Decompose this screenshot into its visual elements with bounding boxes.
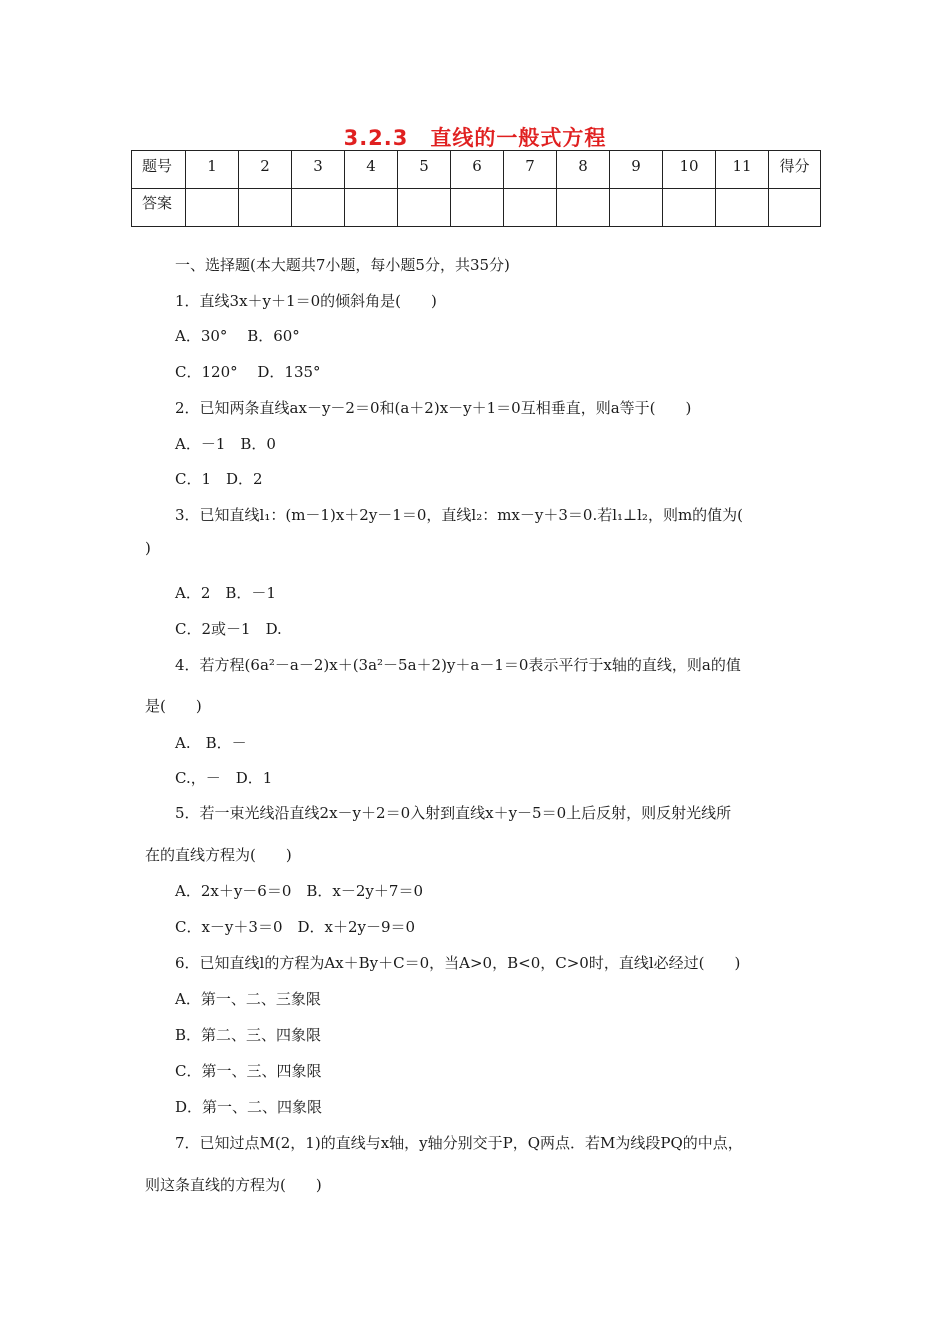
table-header-cell: 4 bbox=[345, 151, 398, 189]
text-line: 7．已知过点M(2，1)的直线与x轴，y轴分别交于P，Q两点．若M为线段PQ的中点， bbox=[175, 1134, 743, 1152]
table-header-cell: 8 bbox=[557, 151, 610, 189]
text-line: 4．若方程(6a²－a－2)x＋(3a²－5a＋2)y＋a－1＝0表示平行于x轴的直线，则a的值 bbox=[175, 656, 741, 674]
text-line: B．第二、三、四象限 bbox=[175, 1026, 322, 1044]
text-line: A．2 B．－1 bbox=[175, 584, 276, 602]
answer-label: 答案 bbox=[132, 189, 186, 227]
text-line: 在的直线方程为( ) bbox=[145, 846, 292, 864]
text-line: C．2或－1 D. bbox=[175, 620, 282, 638]
text-line: A．第一、二、三象限 bbox=[175, 990, 321, 1008]
table-header-cell: 3 bbox=[292, 151, 345, 189]
table-header-row bbox=[132, 151, 821, 189]
answer-cell bbox=[610, 189, 663, 227]
text-line: C．1 D．2 bbox=[175, 470, 263, 488]
answer-cell bbox=[716, 189, 769, 227]
text-line: 是( ) bbox=[145, 697, 202, 715]
answer-cell bbox=[239, 189, 292, 227]
text-line: A．－1 B．0 bbox=[175, 435, 276, 453]
answer-cell bbox=[292, 189, 345, 227]
text-line: A．2x＋y－6＝0 B．x－2y＋7＝0 bbox=[175, 882, 423, 900]
text-line: A．30° B．60° bbox=[175, 327, 300, 345]
answer-cell bbox=[769, 189, 821, 227]
text-line: 3．已知直线l₁：(m－1)x＋2y－1＝0，直线l₂：mx－y＋3＝0.若l₁⊥l₂，则m的值为( bbox=[175, 506, 744, 524]
answer-cell bbox=[398, 189, 451, 227]
text-line: 1．直线3x＋y＋1＝0的倾斜角是( ) bbox=[175, 292, 437, 310]
text-line: ) bbox=[145, 539, 151, 557]
answer-cell bbox=[663, 189, 716, 227]
text-line: D．第一、二、四象限 bbox=[175, 1098, 323, 1116]
text-line: A. B．－ bbox=[175, 734, 247, 752]
text-line: C.，－ D．1 bbox=[175, 769, 273, 787]
text-line: 6．已知直线l的方程为Ax＋By＋C＝0，当A>0，B<0，C>0时，直线l必经过( ) bbox=[175, 954, 741, 972]
text-line: 2．已知两条直线ax－y－2＝0和(a＋2)x－y＋1＝0互相垂直，则a等于( ) bbox=[175, 399, 692, 417]
table-header-cell: 9 bbox=[610, 151, 663, 189]
answer-table bbox=[131, 150, 821, 227]
answer-cell bbox=[504, 189, 557, 227]
table-header-cell: 题号 bbox=[132, 151, 186, 189]
answer-cell bbox=[451, 189, 504, 227]
table-header-cell: 1 bbox=[186, 151, 239, 189]
table-header-cell: 6 bbox=[451, 151, 504, 189]
text-line: C．第一、三、四象限 bbox=[175, 1062, 322, 1080]
text-line: C．120° D．135° bbox=[175, 363, 321, 381]
table-header-cell: 10 bbox=[663, 151, 716, 189]
answer-cell bbox=[345, 189, 398, 227]
table-header-cell: 得分 bbox=[769, 151, 821, 189]
text-line: 则这条直线的方程为( ) bbox=[145, 1176, 322, 1194]
text-line: 一、选择题(本大题共7小题，每小题5分，共35分) bbox=[175, 256, 510, 274]
table-header-cell: 7 bbox=[504, 151, 557, 189]
text-line: C．x－y＋3＝0 D．x＋2y－9＝0 bbox=[175, 918, 416, 936]
table-header-cell: 11 bbox=[716, 151, 769, 189]
answer-cell bbox=[557, 189, 610, 227]
page-title: 3.2.3 直线的一般式方程 bbox=[343, 126, 607, 150]
table-header-cell: 2 bbox=[239, 151, 292, 189]
table-header-cell: 5 bbox=[398, 151, 451, 189]
text-line: 5．若一束光线沿直线2x－y＋2＝0入射到直线x＋y－5＝0上后反射，则反射光线所 bbox=[175, 804, 732, 822]
table-answer-row bbox=[132, 189, 821, 227]
answer-cell bbox=[186, 189, 239, 227]
